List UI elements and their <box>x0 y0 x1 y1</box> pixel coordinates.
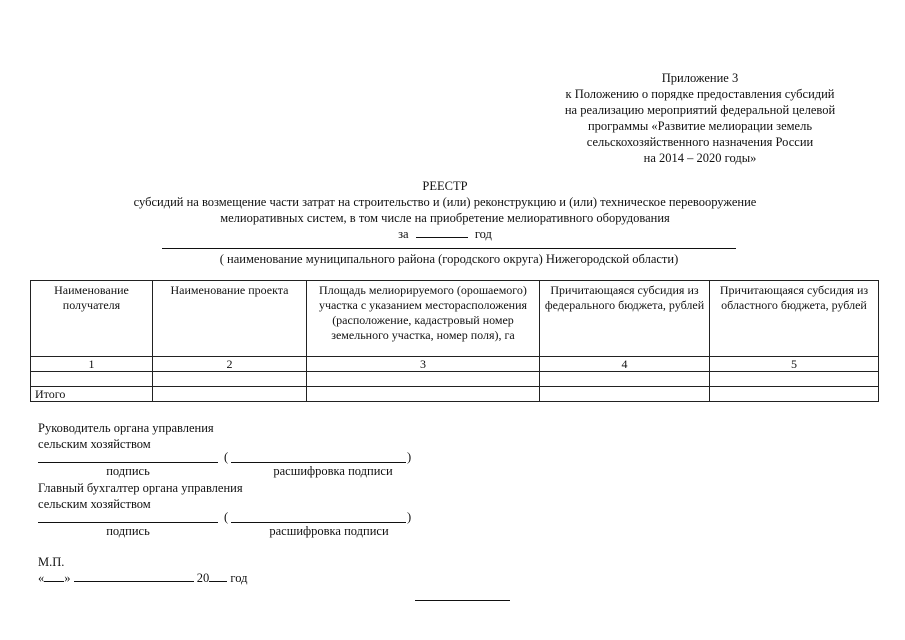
table-cell <box>710 372 879 387</box>
head-signature-line <box>38 462 218 463</box>
date-quote-open: « <box>38 571 45 585</box>
table-row <box>31 372 879 387</box>
accountant-paren-open: ( <box>224 510 229 524</box>
municipality-blank-line <box>162 248 736 249</box>
year-prefix: за <box>398 227 409 241</box>
year-suffix: год <box>474 227 492 241</box>
accountant-signature-caption: подпись <box>106 524 150 538</box>
accountant-signature-line <box>38 522 218 523</box>
column-number: 5 <box>710 357 879 372</box>
date-year-suffix: год <box>230 571 248 585</box>
head-title-line: сельским хозяйством <box>38 437 151 451</box>
document-title-block <box>60 178 830 242</box>
table-cell <box>307 372 540 387</box>
date-quote-close: » <box>64 571 71 585</box>
accountant-paren-close: ) <box>407 510 412 524</box>
appendix-line: на реализацию мероприятий федеральной целевой <box>564 103 836 117</box>
column-number: 4 <box>540 357 710 372</box>
table-cell <box>31 372 153 387</box>
column-header: Наименование проекта <box>153 281 307 357</box>
head-signature-caption: подпись <box>106 464 150 478</box>
page-footer-rule <box>415 600 510 601</box>
column-header: Площадь мелиорируемого (орошаемого) участка с указанием месторасположения (расположение, кадастровый номер земельного участка, номер поля), га <box>307 281 540 357</box>
total-label: Итого <box>31 387 153 402</box>
accountant-decoding-caption: расшифровка подписи <box>269 524 389 538</box>
year-blank <box>209 570 227 582</box>
year-blank <box>416 226 468 238</box>
table-cell <box>153 372 307 387</box>
head-title-line: Руководитель органа управления <box>38 421 214 435</box>
column-number: 3 <box>307 357 540 372</box>
document-subtitle-line: мелиоративных систем, в том числе на приобретение мелиоративного оборудования <box>220 211 670 225</box>
head-paren-close: ) <box>407 450 412 464</box>
accountant-title <box>38 480 243 512</box>
stamp-label: М.П. <box>38 555 65 569</box>
appendix-line: программы «Развитие мелиорации земель <box>587 119 813 133</box>
accountant-decoding-line <box>231 522 406 523</box>
document-heading: РЕЕСТР <box>422 179 468 193</box>
column-header: Причитающаяся субсидия из федерального бюджета, рублей <box>540 281 710 357</box>
appendix-line: к Положению о порядке предоставления субсидий <box>565 87 835 101</box>
table-cell <box>153 387 307 402</box>
column-header: Причитающаяся субсидия из областного бюджета, рублей <box>710 281 879 357</box>
municipality-caption: ( наименование муниципального района (городского округа) Нижегородской области) <box>219 252 679 266</box>
appendix-line: сельскохозяйственного назначения России <box>586 135 814 149</box>
table-cell <box>710 387 879 402</box>
year-line <box>60 226 830 242</box>
head-decoding-caption: расшифровка подписи <box>273 464 393 478</box>
day-blank <box>44 570 64 582</box>
column-number-row <box>31 357 879 372</box>
total-row <box>31 387 879 402</box>
appendix-line: на 2014 – 2020 годы» <box>643 151 757 165</box>
document-subtitle-line: субсидий на возмещение части затрат на строительство и (или) реконструкцию и (или) техническое перевооружение <box>133 195 757 209</box>
column-number: 1 <box>31 357 153 372</box>
date-line <box>38 570 247 586</box>
head-decoding-line <box>231 462 406 463</box>
head-title <box>38 420 214 452</box>
column-header: Наименование получателя <box>31 281 153 357</box>
registry-table <box>30 280 879 402</box>
table-cell <box>307 387 540 402</box>
date-year-prefix: 20 <box>196 571 210 585</box>
accountant-title-line: Главный бухгалтер органа управления <box>38 481 243 495</box>
table-cell <box>540 387 710 402</box>
column-number: 2 <box>153 357 307 372</box>
accountant-title-line: сельским хозяйством <box>38 497 151 511</box>
appendix-header <box>540 70 860 166</box>
table-header-row <box>31 281 879 357</box>
appendix-line: Приложение 3 <box>661 71 739 85</box>
month-blank <box>74 570 194 582</box>
table-cell <box>540 372 710 387</box>
head-paren-open: ( <box>224 450 229 464</box>
